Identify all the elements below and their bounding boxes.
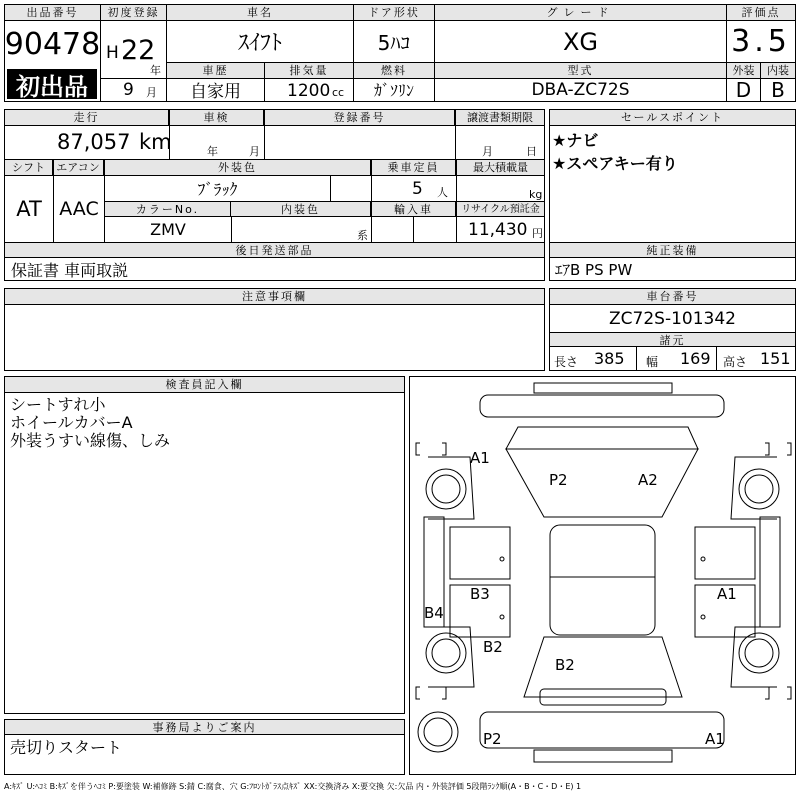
office-block: [4, 719, 405, 775]
inspector-note: シートすれ小: [10, 395, 106, 414]
damage-mark: A2: [638, 471, 658, 489]
damage-mark: A1: [705, 730, 725, 748]
width-label: 幅: [646, 355, 659, 369]
car-name: ｽｲﾌﾄ: [237, 31, 282, 56]
door-type: 5ﾊｺ: [377, 31, 411, 55]
history-cell: [167, 63, 265, 101]
recycle: 11,430: [468, 220, 528, 240]
load-label: 最大積載量: [457, 160, 544, 176]
office-label: 事務局よりご案内: [5, 720, 404, 735]
mileage-unit: km: [139, 130, 172, 154]
caution-block: [4, 288, 545, 371]
load-unit: kg: [529, 188, 543, 201]
model-cell: [435, 63, 727, 101]
sales-point-item: ★スペアキー有り: [552, 154, 678, 173]
mileage: 87,057: [57, 130, 131, 154]
first-registration-cell: [101, 5, 167, 101]
height-value: 151: [760, 349, 791, 368]
interior-label: 内装: [761, 63, 795, 79]
exterior-score: D: [727, 79, 761, 101]
inspector-note: ホイールカバーA: [10, 413, 133, 432]
ext-color: ﾌﾞﾗｯｸ: [197, 180, 238, 199]
damage-mark: B2: [555, 656, 575, 674]
era: H: [106, 43, 119, 63]
history-label: 車歴: [167, 63, 264, 79]
chassis-label: 車台番号: [550, 289, 795, 305]
inspector-block: [4, 376, 405, 714]
first-reg-year: 22: [121, 35, 156, 66]
history: 自家用: [190, 82, 241, 102]
legend: A:ｷｽﾞ U:ﾍｺﾐ B:ｷｽﾞを伴うﾍｺﾐ P:要塗装 W:補修跡 S:錆 C:腐食、穴 G:ﾌﾛﾝﾄｶﾞﾗｽ点ｷｽﾞ XX:交換済み X:要交換 欠:欠品 内・外装評価 5段階ﾗﾝｸ順(A・B・C・D・E) 1: [4, 782, 582, 791]
sales-points-block: [549, 109, 796, 281]
car-outline-diagram: [410, 377, 795, 774]
capacity-unit: 人: [437, 186, 448, 199]
damage-mark: B2: [483, 638, 503, 656]
inspector-label: 検査員記入欄: [5, 377, 404, 393]
damage-mark: P2: [549, 471, 568, 489]
transfer-label: 譲渡書類期限: [456, 110, 544, 126]
car-name-cell: [167, 5, 354, 63]
car-name-label: 車名: [167, 5, 353, 21]
door-label: ドア形状: [354, 5, 434, 21]
caution-label: 注意事項欄: [5, 289, 544, 305]
inspection-label: 車検: [170, 110, 264, 126]
score-cell: [727, 5, 795, 101]
lot-no: 90478: [4, 26, 101, 62]
first-reg-label: 初度登録: [101, 5, 166, 21]
damage-mark: A1: [717, 585, 737, 603]
model-label: 型式: [435, 63, 726, 79]
length-value: 385: [594, 349, 625, 368]
recycle-label: リサイクル預託金: [457, 202, 544, 217]
transfer-month-unit: 月: [482, 145, 493, 158]
ext-color-label: 外装色: [105, 160, 371, 176]
later-parts: 保証書 車両取説: [11, 260, 129, 280]
reg-no-label: 登録番号: [265, 110, 455, 126]
score-label: 評価点: [727, 5, 795, 21]
damage-mark: B4: [424, 604, 444, 622]
dims-label: 諸元: [550, 332, 795, 347]
header-block: [4, 4, 796, 102]
equipment-value: ｴｱB PS PW: [555, 260, 633, 279]
interior-score: B: [771, 78, 785, 102]
later-parts-label: 後日発送部品: [5, 243, 544, 258]
chassis-number: ZC72S-101342: [609, 308, 736, 329]
shift-label: シフト: [5, 160, 53, 176]
int-color-label: 内装色: [231, 202, 371, 217]
mileage-label: 走行: [5, 110, 169, 126]
fuel-cell: [354, 63, 435, 101]
import-label: 輸入車: [372, 202, 456, 217]
damage-diagram: [409, 376, 796, 775]
ac-label: エアコン: [53, 160, 104, 176]
fuel-label: 燃料: [354, 63, 434, 79]
fuel: ｶﾞｿﾘﾝ: [373, 81, 414, 100]
shift: AT: [16, 197, 42, 221]
ac: AAC: [59, 198, 99, 220]
model: DBA-ZC72S: [531, 79, 630, 100]
door-cell: [354, 5, 435, 63]
lot-number-cell: [5, 5, 101, 101]
score: 3.5: [727, 21, 795, 63]
grade-label: グレード: [435, 5, 726, 21]
grade: XG: [562, 27, 599, 56]
capacity: 5: [412, 179, 423, 199]
sales-point-item: ★ナビ: [552, 131, 599, 150]
damage-mark: A1: [470, 449, 490, 467]
recycle-unit: 円: [532, 227, 543, 240]
damage-mark: B3: [470, 585, 490, 603]
transfer-day-unit: 日: [526, 145, 537, 158]
displacement: 1200: [287, 81, 331, 101]
chassis-block: [549, 288, 796, 371]
first-listing-badge: 初出品: [7, 69, 97, 99]
inspection-year-unit: 年: [207, 145, 218, 158]
damage-mark: P2: [483, 730, 502, 748]
month-unit: 月: [146, 86, 157, 99]
color-no: ZMV: [150, 220, 186, 239]
displacement-label: 排気量: [265, 63, 353, 79]
office-note: 売切りスタート: [10, 738, 123, 757]
first-reg-month: 9: [123, 80, 134, 100]
color-no-label: カラーNo.: [105, 202, 231, 217]
inspection-month-unit: 月: [249, 145, 260, 158]
int-color-unit: 系: [357, 229, 368, 242]
width-value: 169: [680, 349, 711, 368]
spec-block: [4, 109, 545, 281]
capacity-label: 乗車定員: [372, 160, 456, 176]
equipment-label: 純正装備: [550, 243, 795, 258]
grade-cell: [435, 5, 727, 63]
exterior-label: 外装: [727, 63, 761, 79]
displacement-cell: [265, 63, 354, 101]
year-unit: 年: [150, 64, 161, 77]
height-label: 高さ: [723, 355, 748, 369]
inspector-note: 外装うすい線傷、しみ: [10, 431, 171, 450]
length-label: 長さ: [554, 355, 579, 369]
lot-no-label: 出品番号: [5, 5, 100, 21]
sales-points-label: セールスポイント: [550, 110, 795, 126]
displacement-unit: cc: [332, 86, 345, 99]
